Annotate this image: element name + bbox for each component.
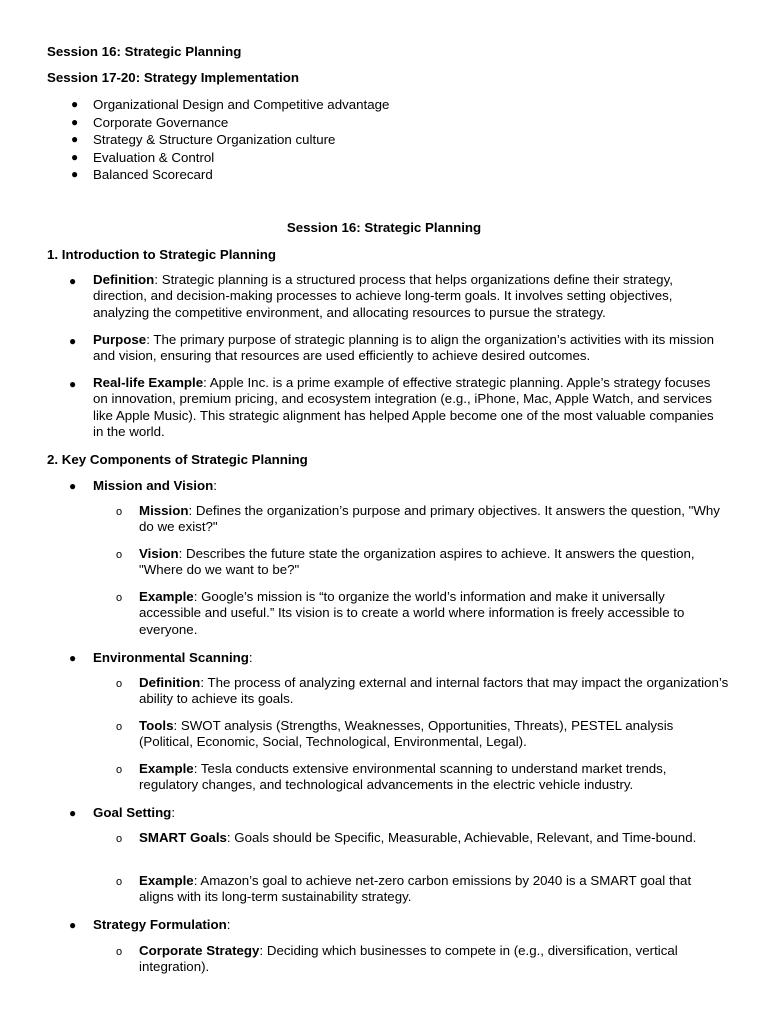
goal-setting-item: Goal Setting: — [93, 805, 176, 820]
bullet-icon: ● — [71, 114, 79, 129]
bullet-icon: ● — [69, 479, 77, 493]
topics-list — [47, 96, 389, 184]
bullet-icon: ● — [69, 274, 77, 288]
circle-bullet-icon: o — [116, 764, 123, 776]
circle-bullet-icon: o — [116, 833, 123, 845]
google-example-item: Example: Google’s mission is “to organize the world’s information and make it universally accessible and useful.” Its vision is to create a world where information is freely accessible to everyone. — [139, 589, 685, 637]
tesla-example-item: Example: Tesla conducts extensive environmental scanning to understand market trends, regulatory changes, and technological advancements in the electric vehicle industry. — [139, 761, 667, 793]
bullet-icon: ● — [69, 377, 77, 391]
list-item: ● Corporate Governance — [71, 114, 229, 130]
intro-heading: 1. Introduction to Strategic Planning — [47, 247, 277, 262]
circle-bullet-icon: o — [116, 946, 123, 958]
components-heading: 2. Key Components of Strategic Planning — [47, 452, 308, 467]
env-definition-item: Definition: The process of analyzing external and internal factors that may impact the organization’s ability to achieve its goals. — [139, 675, 729, 707]
env-scanning-item: Environmental Scanning: — [93, 650, 253, 665]
env-tools-item: Tools: SWOT analysis (Strengths, Weaknesses, Opportunities, Threats), PESTEL analysis (Political, Economic, Social, Technological, Environmental, Legal). — [139, 718, 674, 750]
intro-definition: Definition: Strategic planning is a structured process that helps organizations define their strategy, direction, and decision-making processes to achieve long-term goals. It involves setting objectives, analyzing the competitive environment, and allocating resources to pursue the strategy. — [93, 272, 673, 320]
list-item: ● Balanced Scorecard — [71, 167, 213, 183]
circle-bullet-icon: o — [116, 592, 123, 604]
intro-example: Real-life Example: Apple Inc. is a prime example of effective strategic planning. Apple’s strategy focuses on innovation, premium pricing, and ecosystem integration (e.g., iPhone, Mac, Apple Watch, and services like Apple Music). This strategic alignment has helped Apple become one of the most valuable companies in the world. — [93, 375, 714, 439]
list-item: ● Organizational Design and Competitive advantage — [71, 97, 390, 112]
intro-purpose: Purpose: The primary purpose of strategic planning is to align the organization’s activities with its mission and vision, ensuring that resources are used efficiently to achieve desired outcomes. — [93, 332, 715, 364]
bullet-icon: ● — [71, 167, 79, 182]
mission-vision-item: Mission and Vision: — [93, 478, 217, 493]
section-title: Session 16: Strategic Planning — [286, 220, 482, 235]
bullet-icon: ● — [71, 132, 79, 147]
bullet-icon: ● — [69, 918, 77, 932]
bullet-icon: ● — [69, 806, 77, 820]
bullet-icon: ● — [69, 651, 77, 665]
session-17-20-heading: Session 17-20: Strategy Implementation — [47, 70, 299, 85]
list-item: ● Evaluation & Control — [71, 149, 215, 165]
circle-bullet-icon: o — [116, 876, 123, 888]
amazon-example-item: Example: Amazon’s goal to achieve net-zero carbon emissions by 2040 is a SMART goal that aligns with its long-term sustainability strategy. — [139, 873, 692, 905]
bullet-icon: ● — [69, 334, 77, 348]
list-item: ● Strategy & Structure Organization culture — [71, 132, 336, 148]
mission-item: Mission: Defines the organization’s purpose and primary objectives. It answers the question, "Why do we exist?" — [139, 503, 720, 535]
bullet-icon: ● — [71, 149, 79, 164]
circle-bullet-icon: o — [116, 506, 123, 518]
corporate-strategy-item: Corporate Strategy: Deciding which businesses to compete in (e.g., diversification, vertical integration). — [139, 943, 678, 975]
circle-bullet-icon: o — [116, 549, 123, 561]
session-16-heading: Session 16: Strategic Planning — [47, 44, 242, 59]
vision-item: Vision: Describes the future state the organization aspires to achieve. It answers the question, "Where do we want to be?" — [139, 546, 695, 578]
bullet-icon: ● — [71, 97, 79, 111]
circle-bullet-icon: o — [116, 721, 123, 733]
circle-bullet-icon: o — [116, 678, 123, 690]
smart-goals-item: SMART Goals: Goals should be Specific, Measurable, Achievable, Relevant, and Time-bound. — [139, 830, 697, 845]
strategy-formulation-item: Strategy Formulation: — [93, 917, 231, 932]
